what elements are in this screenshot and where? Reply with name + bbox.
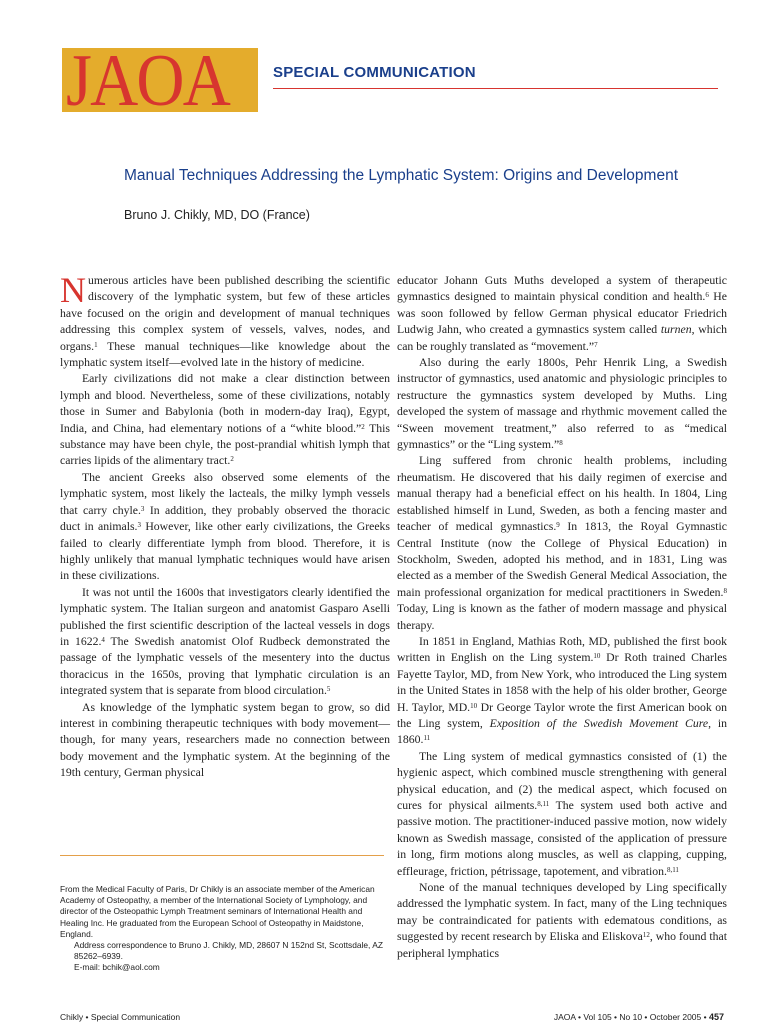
article-title: Manual Techniques Addressing the Lymphatic System: Origins and Development <box>124 167 678 184</box>
paragraph: The Ling system of medical gymnastics consisted of (1) the hygienic aspect, which combined muscle strengthening with general physical education, and (2) the medical aspect, which focused on cures for physical ailments.$^{8,11}$ The system used both active and passive motion. The practitioner-induced passive motion, now widely known as Swedish massage, consisted of the application of pressure in long, firm motions along muscles, as well as clapping, cupping, effleurage, friction, pétrissage, tapotement, and vibration.$^{8,11}$ <box>397 749 727 878</box>
article-author: Bruno J. Chikly, MD, DO (France) <box>124 208 310 222</box>
footer-citation: JAOA • Vol 105 • No 10 • October 2005 • 457 <box>553 1012 724 1022</box>
right-column <box>397 273 727 962</box>
left-column <box>60 270 391 782</box>
paragraph: Ling suffered from chronic health problems, including rheumatism. He discovered that his daily regimen of exercise and manual therapy had a beneficial effect on his health. In 1804, Ling established himself in Lund, Sweden, as both a fencing master and teacher of medical gymnastics.$^9$ In 1813, the Royal Gymnastic Central Institute (now the College of Physical Education) in Stockholm, Sweden, adopted his method, and in 1831, Ling was elected as a member of the Swedish General Medical Association, the main professional organization for medical practitioners in Sweden.$^8$ Today, Ling is known as the father of modern massage and physical therapy. <box>397 454 727 632</box>
paragraph: As knowledge of the lymphatic system began to grow, so did interest in combining therapeutic techniques with body movement—though, for many years, researchers made no connection between body movement and the lymphatic system. At the beginning of the 19th century, German physical <box>60 700 390 780</box>
page-number: 457 <box>708 1012 724 1022</box>
paragraph: Early civilizations did not make a clear distinction between lymph and blood. Nevertheless, some of these civilizations, notably those in Sumer and Babylonia (both in modern-day Iraq), Egypt, India, and China, had elementary notions of a “white blood.”$^2$ This substance may have been chyle, the post-prandial whitish lymph that carries lipids of the alimentary tract.$^2$ <box>60 372 390 468</box>
drop-cap: N <box>60 270 86 310</box>
paragraph: None of the manual techniques developed by Ling specifically addressed the lymphatic system. In fact, many of the Ling techniques may be contraindicated for patients with edematous conditions, as suggested by recent research by Eliska and Eliskova$^{12}$, who found that peripheral lymphatics <box>397 881 727 960</box>
footnote-divider <box>60 855 384 856</box>
footer-running-title: Chikly • Special Communication <box>60 1012 181 1022</box>
footnote-email[interactable]: E-mail: bchik@aol.com <box>74 962 160 973</box>
section-divider <box>273 88 718 89</box>
paragraph: Also during the early 1800s, Pehr Henrik Ling, a Swedish instructor of gymnastics, used anatomic and physiologic principles to restructure the gymnastics system developed by Muths. Ling developed the system of massage and rhythmic movement called the “Sween movement treatment,” also referred to as “medical gymnastics” or the “Ling system.”$^8$ <box>397 356 727 452</box>
paragraph: In 1851 in England, Mathias Roth, MD, published the first book written in English on the Ling system.$^{10}$ Dr Roth trained Charles Fayette Taylor, MD, from New York, who introduced the Ling system in the United States in 1858 with the help of his older brother, George H. Taylor, MD.$^{10}$ Dr George Taylor wrote the first American book on the Ling system, Exposition of the Swedish Movement Cure, in 1860.11 <box>397 634 728 747</box>
section-label: SPECIAL COMMUNICATION <box>273 64 476 81</box>
footnote-address: Address correspondence to Bruno J. Chikly, MD, 28607 N 152nd St, Scottsdale, AZ 85262–6939. <box>74 940 383 962</box>
footnote-affiliation: From the Medical Faculty of Paris, Dr Chikly is an associate member of the American Academy of Osteopathy, a member of the International Society of Lymphology, and director of the Osteopathic Lymph Treatment seminars of International Health and Healing Inc. He graduated from the European School of Osteopathy in Maidstone, England. <box>60 884 375 939</box>
paragraph: It was not until the 1600s that investigators clearly identified the lymphatic system. The Italian surgeon and anatomist Gasparo Aselli published the first scientific description of the lacteal vessels in dogs in 1622.$^4$ The Swedish anatomist Olof Rudbeck demonstrated the passage of the lymphatic vessels of the mesentery into the ductus thoracicus in the 1650s, proving that lymphatic circulation is an integrated system that is separate from blood circulation.$^5$ <box>60 585 391 698</box>
journal-logo: JAOA <box>66 40 230 122</box>
paragraph: The ancient Greeks also observed some elements of the lymphatic system, most likely the lacteals, the milky lymph vessels that carry chyle.$^3$ In addition, they probably observed the thoracic duct in animals.$^3$ However, like other early civilizations, the Greeks failed to clearly differentiate lymph from blood. Therefore, it is highly unlikely that manual lymphatic techniques would have arisen in these civilizations. <box>60 470 390 583</box>
paragraph: Numerous articles have been published describing the scientific discovery of the lymphatic system, but few of these articles have focused on the origin and development of manual techniques addressing this complex system of vessels, valves, nodes, and organs.$^1$ These manual techniques—like knowledge about the lymphatic system itself—evolved late in the history of medicine. <box>60 270 390 370</box>
author-footnote <box>60 884 390 974</box>
paragraph: educator Johann Guts Muths developed a system of therapeutic gymnastics designed to maintain physical condition and health.$^6$ He was soon followed by fellow German physical educator Friedrich Ludwig Jahn, who created a gymnastics system called turnen, which can be roughly translated as “movement.”$^7$ <box>397 274 728 353</box>
